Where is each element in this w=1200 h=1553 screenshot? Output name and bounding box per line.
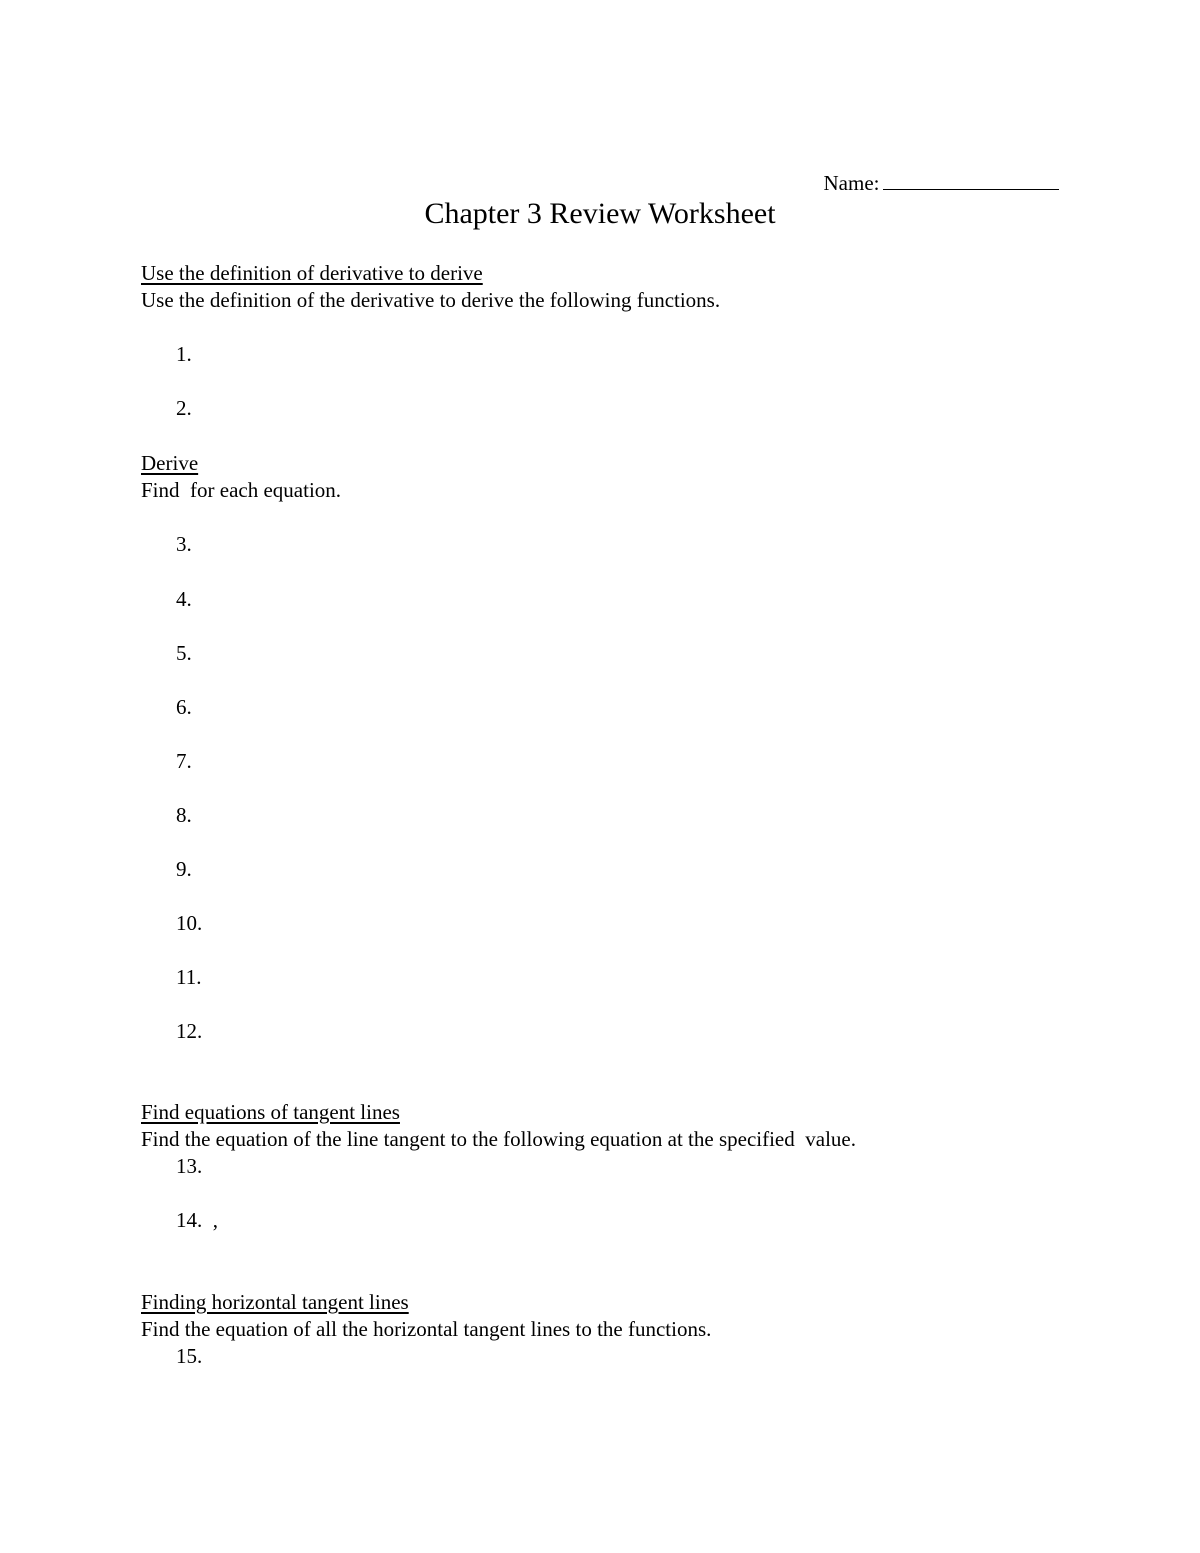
section-heading-tangent-lines: Find equations of tangent lines — [141, 1100, 400, 1124]
problem-number: 13. — [176, 1154, 203, 1178]
name-field-row — [813, 143, 1059, 196]
problem-number: 4. — [176, 587, 192, 611]
section-instruction-horizontal-tangents: Find the equation of all the horizontal tangent lines to the functions. — [141, 1317, 712, 1341]
section-instruction-derive: Find for each equation. — [141, 478, 342, 502]
problem-number: 2. — [176, 396, 192, 420]
problem-number: 10. — [176, 911, 203, 935]
problem-number: 14. , — [176, 1208, 218, 1232]
problem-number: 12. — [176, 1019, 203, 1043]
page-title: Chapter 3 Review Worksheet — [424, 197, 776, 230]
problem-number: 1. — [176, 342, 192, 366]
problem-number: 8. — [176, 803, 192, 827]
section-instruction-tangent-lines: Find the equation of the line tangent to the following equation at the specified value. — [141, 1127, 856, 1151]
problem-number: 3. — [176, 532, 192, 556]
section-instruction-definition: Use the definition of the derivative to derive the following functions. — [141, 288, 721, 312]
problem-number: 7. — [176, 749, 192, 773]
section-heading-horizontal-tangents: Finding horizontal tangent lines — [141, 1290, 409, 1314]
problem-number: 9. — [176, 857, 192, 881]
problem-number: 11. — [176, 965, 202, 989]
problem-number: 6. — [176, 695, 192, 719]
section-heading-derive: Derive — [141, 451, 199, 475]
problem-number: 15. — [176, 1344, 203, 1368]
name-blank-line[interactable] — [883, 169, 1059, 190]
section-heading-definition: Use the definition of derivative to derive — [141, 261, 483, 285]
problem-number: 5. — [176, 641, 192, 665]
name-label: Name: — [823, 171, 880, 195]
